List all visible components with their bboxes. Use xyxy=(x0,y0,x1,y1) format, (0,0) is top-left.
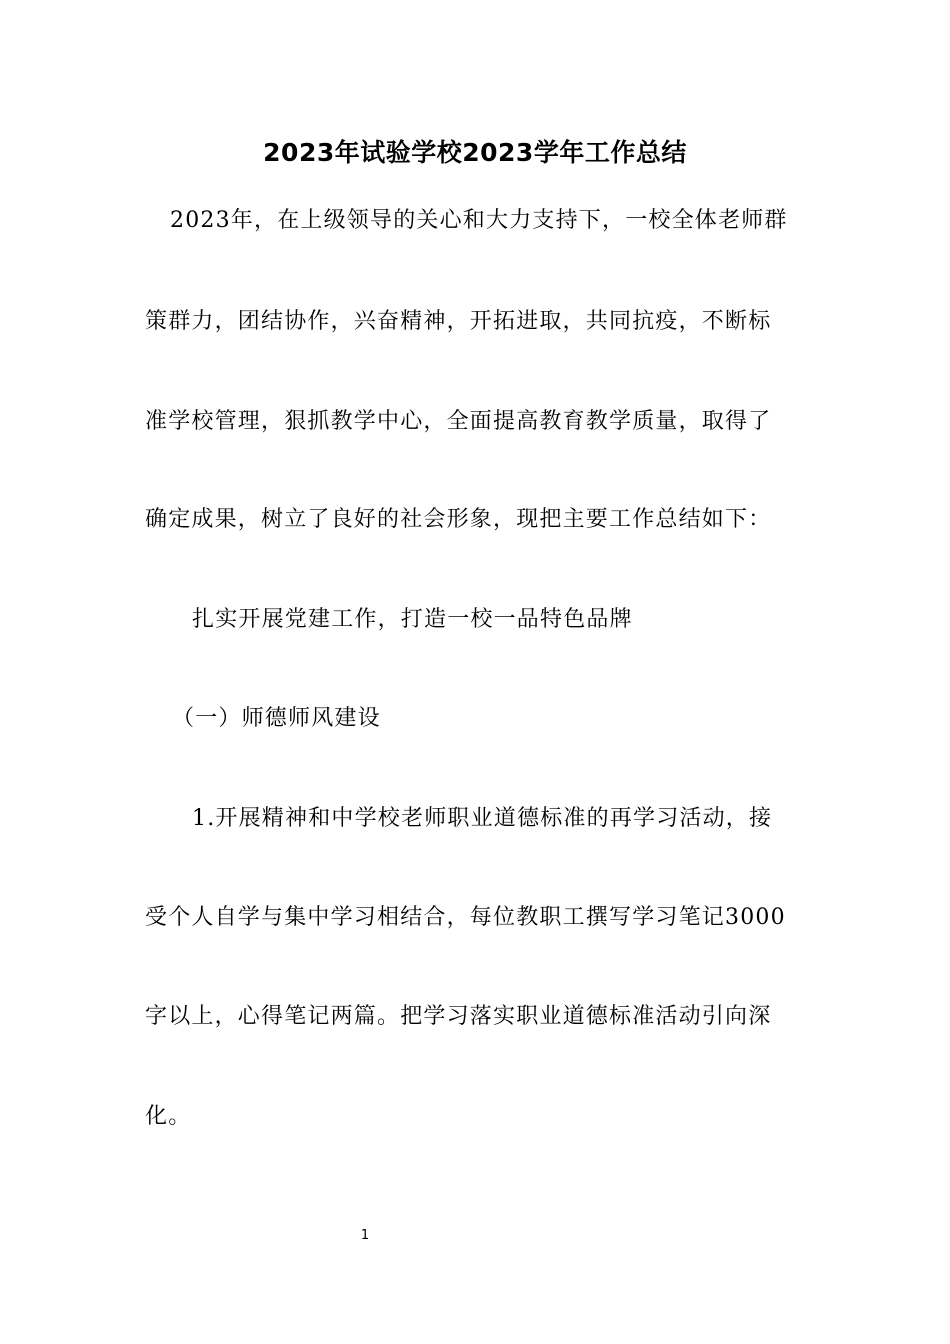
subsection-heading: （一）师德师风建设 xyxy=(172,706,381,731)
intro-paragraph-line-1: 2023年，在上级领导的关心和大力支持下，一校全体老师群 xyxy=(170,208,788,233)
item-paragraph-line-3: 字以上，心得笔记两篇。把学习落实职业道德标准活动引向深 xyxy=(145,1004,772,1029)
item-paragraph-line-1: 1.开展精神和中学校老师职业道德标准的再学习活动，接 xyxy=(192,806,773,831)
page-number: 1 xyxy=(360,1228,370,1243)
intro-paragraph-line-3: 准学校管理，狠抓教学中心，全面提高教育教学质量，取得了 xyxy=(145,409,772,434)
document-title: 2023年试验学校2023学年工作总结 xyxy=(263,138,687,167)
intro-paragraph-line-2: 策群力，团结协作，兴奋精神，开拓进取，共同抗疫，不断标 xyxy=(145,309,772,334)
section-heading: 扎实开展党建工作，打造一校一品特色品牌 xyxy=(192,607,633,632)
item-paragraph-line-2: 受个人自学与集中学习相结合，每位教职工撰写学习笔记3000 xyxy=(145,905,786,930)
intro-paragraph-line-4: 确定成果，树立了良好的社会形象，现把主要工作总结如下： xyxy=(145,507,772,532)
item-paragraph-line-4: 化。 xyxy=(145,1104,192,1129)
